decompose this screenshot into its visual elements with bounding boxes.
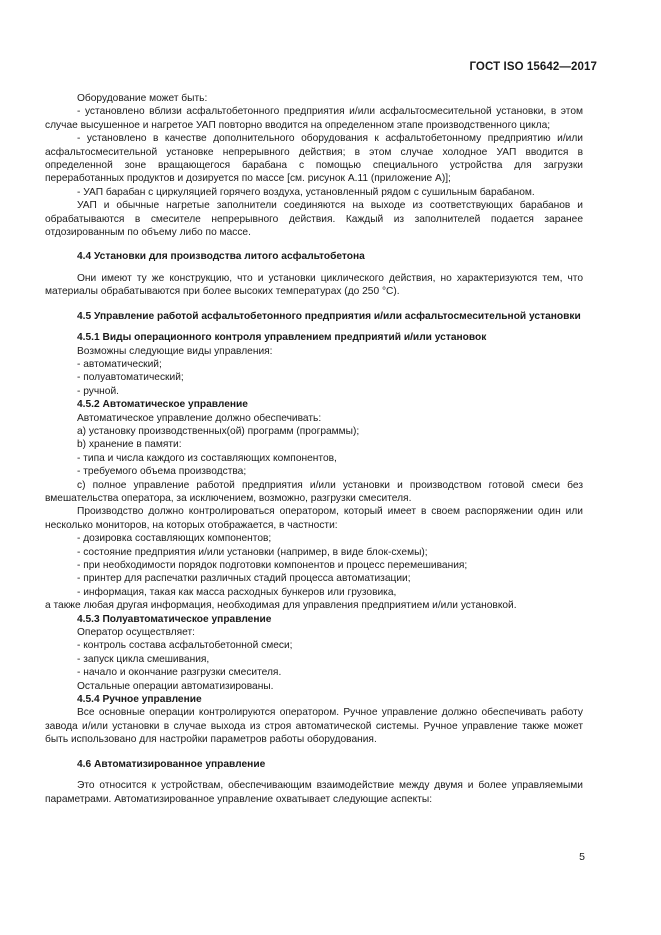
paragraph: - требуемого объема производства; [77,466,247,478]
section-heading: 4.5.2 Автоматическое управление [77,399,248,411]
paragraph: - установлено вблизи асфальтобетонного предприятия и/или асфальтосмесительной установки, в этом случае высушенное и нагретое УАП повторно вводится на определенном этапе производственного цикла; [45,106,583,131]
paragraph: - дозировка составляющих компонентов; [77,533,272,545]
paragraph: Остальные операции автоматизированы. [77,680,274,692]
paragraph: - УАП барабан с циркуляцией горячего воздуха, установленный рядом с сушильным барабаном. [77,186,535,198]
paragraph: - принтер для распечатки различных стадий процесса автоматизации; [77,573,411,585]
paragraph: Производство должно контролироваться оператором, который имеет в своем распоряжении один или несколько мониторов, на которых отображается, в частности: [45,506,583,531]
section-heading: 4.5.3 Полуавтоматическое управление [77,613,272,625]
document-header: ГОСТ ISO 15642—2017 [469,61,597,73]
paragraph: УАП и обычные нагретые заполнители соединяются на выходе из соответствующих барабанов и обрабатываются в смесителе непрерывного действия. Каждый из заполнителей подается заранее отдозированным по объему либо по массе. [45,200,583,239]
paragraph: - автоматический; [77,358,162,370]
section-heading: 4.6 Автоматизированное управление [77,758,266,770]
paragraph: - контроль состава асфальтобетонной смеси; [77,640,293,652]
paragraph: Возможны следующие виды управления: [77,345,273,357]
paragraph: - установлено в качестве дополнительного оборудования к асфальтобетонному предприятию и/или асфальтосмесительной установке непрерывного действия; в этом случае холодное УАП вводится в определенной зоне вращающегося барабана с помощью специального устройства для загрузки переработанных продуктов и дозируется по массе [см. рисунок А.11 (приложение А)]; [45,133,583,185]
paragraph: b) хранение в памяти: [77,439,182,451]
section-heading: 4.5.1 Виды операционного контроля управлением предприятий и/или установок [77,332,487,344]
paragraph: c) полное управление работой предприятия и/или установки и производством готовой смеси без вмешательства оператора, за исключением, возможно, разгрузки смесителя. [45,479,583,504]
paragraph: Это относится к устройствам, обеспечивающим взаимодействие между двумя и более управляемыми параметрами. Автоматизированное управление охватывает следующие аспекты: [45,780,583,805]
paragraph: a) установку производственных(ой) программ (программы); [77,425,360,437]
paragraph: - при необходимости порядок подготовки компонентов и процесс перемешивания; [77,560,468,571]
paragraph: Автоматическое управление должно обеспечивать: [77,412,322,424]
paragraph: - состояние предприятия и/или установки (например, в виде блок-схемы); [77,546,428,558]
paragraph: Они имеют ту же конструкцию, что и установки циклического действия, но характеризуются тем, что материалы обрабатываются при более высоких температурах (до 250 °C). [45,272,583,298]
paragraph: Оператор осуществляет: [77,627,195,639]
paragraph: Оборудование может быть: [77,93,208,104]
paragraph: - информация, такая как масса расходных бункеров или грузовика, [77,586,397,598]
paragraph: а также любая другая информация, необходимая для управления предприятием и/или установкой. [45,600,517,612]
section-heading: 4.5.4 Ручное управление [77,694,202,706]
page-number: 5 [579,851,585,863]
paragraph: - ручной. [77,385,119,397]
section-heading: 4.5 Управление работой асфальтобетонного предприятия и/или асфальтосмесительной установки [77,310,581,322]
section-heading: 4.4 Установки для производства литого асфальтобетона [77,251,365,263]
document-body [45,92,583,806]
paragraph: Все основные операции контролируются оператором. Ручное управление должно обеспечивать работу завода и/или установки в случае выхода из строя автоматической системы. Ручное управление также может быть использовано для настройки параметров работы оборудования. [45,707,583,746]
paragraph: - запуск цикла смешивания, [77,653,210,665]
paragraph: - полуавтоматический; [77,372,184,384]
paragraph: - типа и числа каждого из составляющих компонентов, [77,452,337,464]
paragraph: - начало и окончание разгрузки смесителя. [77,667,282,679]
